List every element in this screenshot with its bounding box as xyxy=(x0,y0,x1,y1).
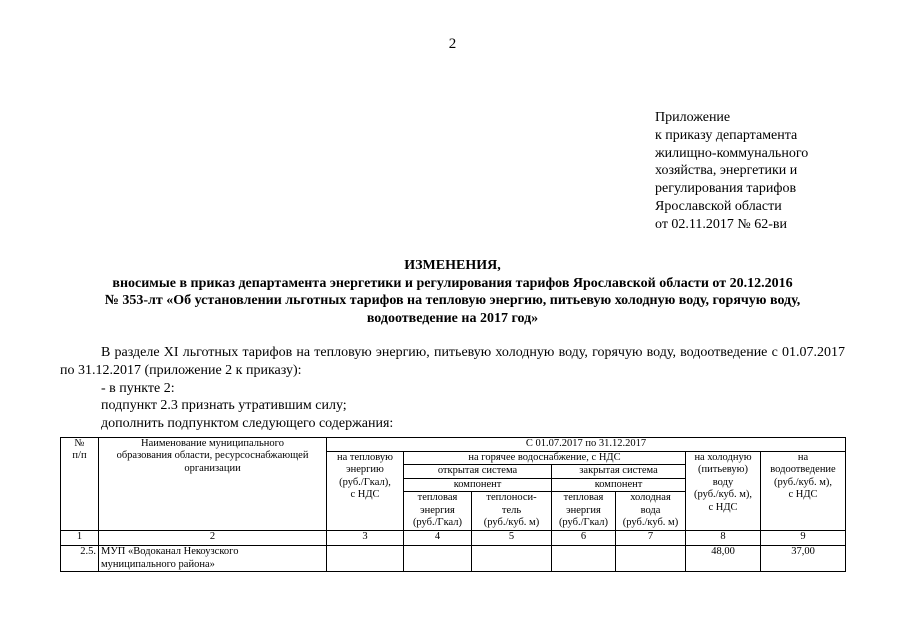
header-closed-system: закрытая система xyxy=(552,465,686,478)
header-number: № п/п xyxy=(61,438,99,531)
table-row xyxy=(61,546,846,572)
page-number: 2 xyxy=(448,36,457,52)
appendix-line: жилищно-коммунального xyxy=(655,145,809,161)
header-open-system: открытая система xyxy=(404,465,552,478)
header-cold-water: на холодную (питьевую) воду (руб./куб. м), с НДС xyxy=(686,452,761,531)
column-number: 8 xyxy=(686,531,761,546)
appendix-note xyxy=(655,109,808,234)
column-numbers-row xyxy=(61,531,846,546)
appendix-line: хозяйства, энергетики и xyxy=(655,163,798,179)
appendix-line: регулирования тарифов xyxy=(655,181,797,197)
document-body xyxy=(60,344,845,433)
column-number: 9 xyxy=(761,531,846,546)
header-component-open: компонент xyxy=(404,478,552,491)
appendix-line: к приказу департамента xyxy=(655,127,798,143)
appendix-line: Ярославской области xyxy=(655,198,782,214)
title-line: водоотведение на 2017 год» xyxy=(366,310,539,326)
title-heading: ИЗМЕНЕНИЯ, xyxy=(404,258,501,273)
cell-heat xyxy=(327,546,404,572)
title-line: № 353-лт «Об установлении льготных тарифов на тепловую энергию, питьевую холодную воду, горячую воду, xyxy=(104,293,801,308)
body-line: дополнить подпунктом следующего содержания: xyxy=(101,416,394,432)
column-number: 2 xyxy=(99,531,327,546)
header-closed-heat: тепловая энергия (руб./Гкал) xyxy=(552,492,616,531)
column-number: 1 xyxy=(61,531,99,546)
column-number: 4 xyxy=(404,531,472,546)
header-heat: на тепловую энергию (руб./Гкал), с НДС xyxy=(327,452,404,531)
appendix-line: от 02.11.2017 № 62-ви xyxy=(655,216,788,232)
cell-closed-heat xyxy=(552,546,616,572)
row-organization: МУП «Водоканал Некоузского муниципального района» xyxy=(99,546,327,572)
header-open-carrier: теплоноси- тель (руб./куб. м) xyxy=(472,492,552,531)
header-period: С 01.07.2017 по 31.12.2017 xyxy=(327,438,846,452)
column-number: 5 xyxy=(472,531,552,546)
cell-drainage: 37,00 xyxy=(761,546,846,572)
row-number: 2.5. xyxy=(61,546,99,572)
cell-closed-cold xyxy=(616,546,686,572)
header-closed-cold: холодная вода (руб./куб. м) xyxy=(616,492,686,531)
body-line: подпункт 2.3 признать утратившим силу; xyxy=(101,398,347,414)
column-number: 7 xyxy=(616,531,686,546)
cell-cold-water: 48,00 xyxy=(686,546,761,572)
header-drainage: на водоотведение (руб./куб. м), с НДС xyxy=(761,452,846,531)
title-line: вносимые в приказ департамента энергетики и регулирования тарифов Ярославской области от 20.12.2016 xyxy=(112,275,793,291)
header-component-closed: компонент xyxy=(552,478,686,491)
header-organization: Наименование муниципального образования области, ресурсоснабжающей организации xyxy=(99,438,327,531)
header-hot-water: на горячее водоснабжение, с НДС xyxy=(404,452,686,465)
body-line: - в пункте 2: xyxy=(101,380,175,396)
document-title xyxy=(60,257,845,327)
header-open-heat: тепловая энергия (руб./Гкал) xyxy=(404,492,472,531)
body-paragraph: В разделе XI льготных тарифов на тепловую энергию, питьевую холодную воду, горячую воду, водоотведение с 01.07.2017 по 31.12.2017 (приложение 2 к приказу): xyxy=(60,345,845,378)
tariff-table xyxy=(60,437,846,572)
appendix-line: Приложение xyxy=(655,110,731,125)
column-number: 3 xyxy=(327,531,404,546)
column-number: 6 xyxy=(552,531,616,546)
cell-open-carrier xyxy=(472,546,552,572)
cell-open-heat xyxy=(404,546,472,572)
